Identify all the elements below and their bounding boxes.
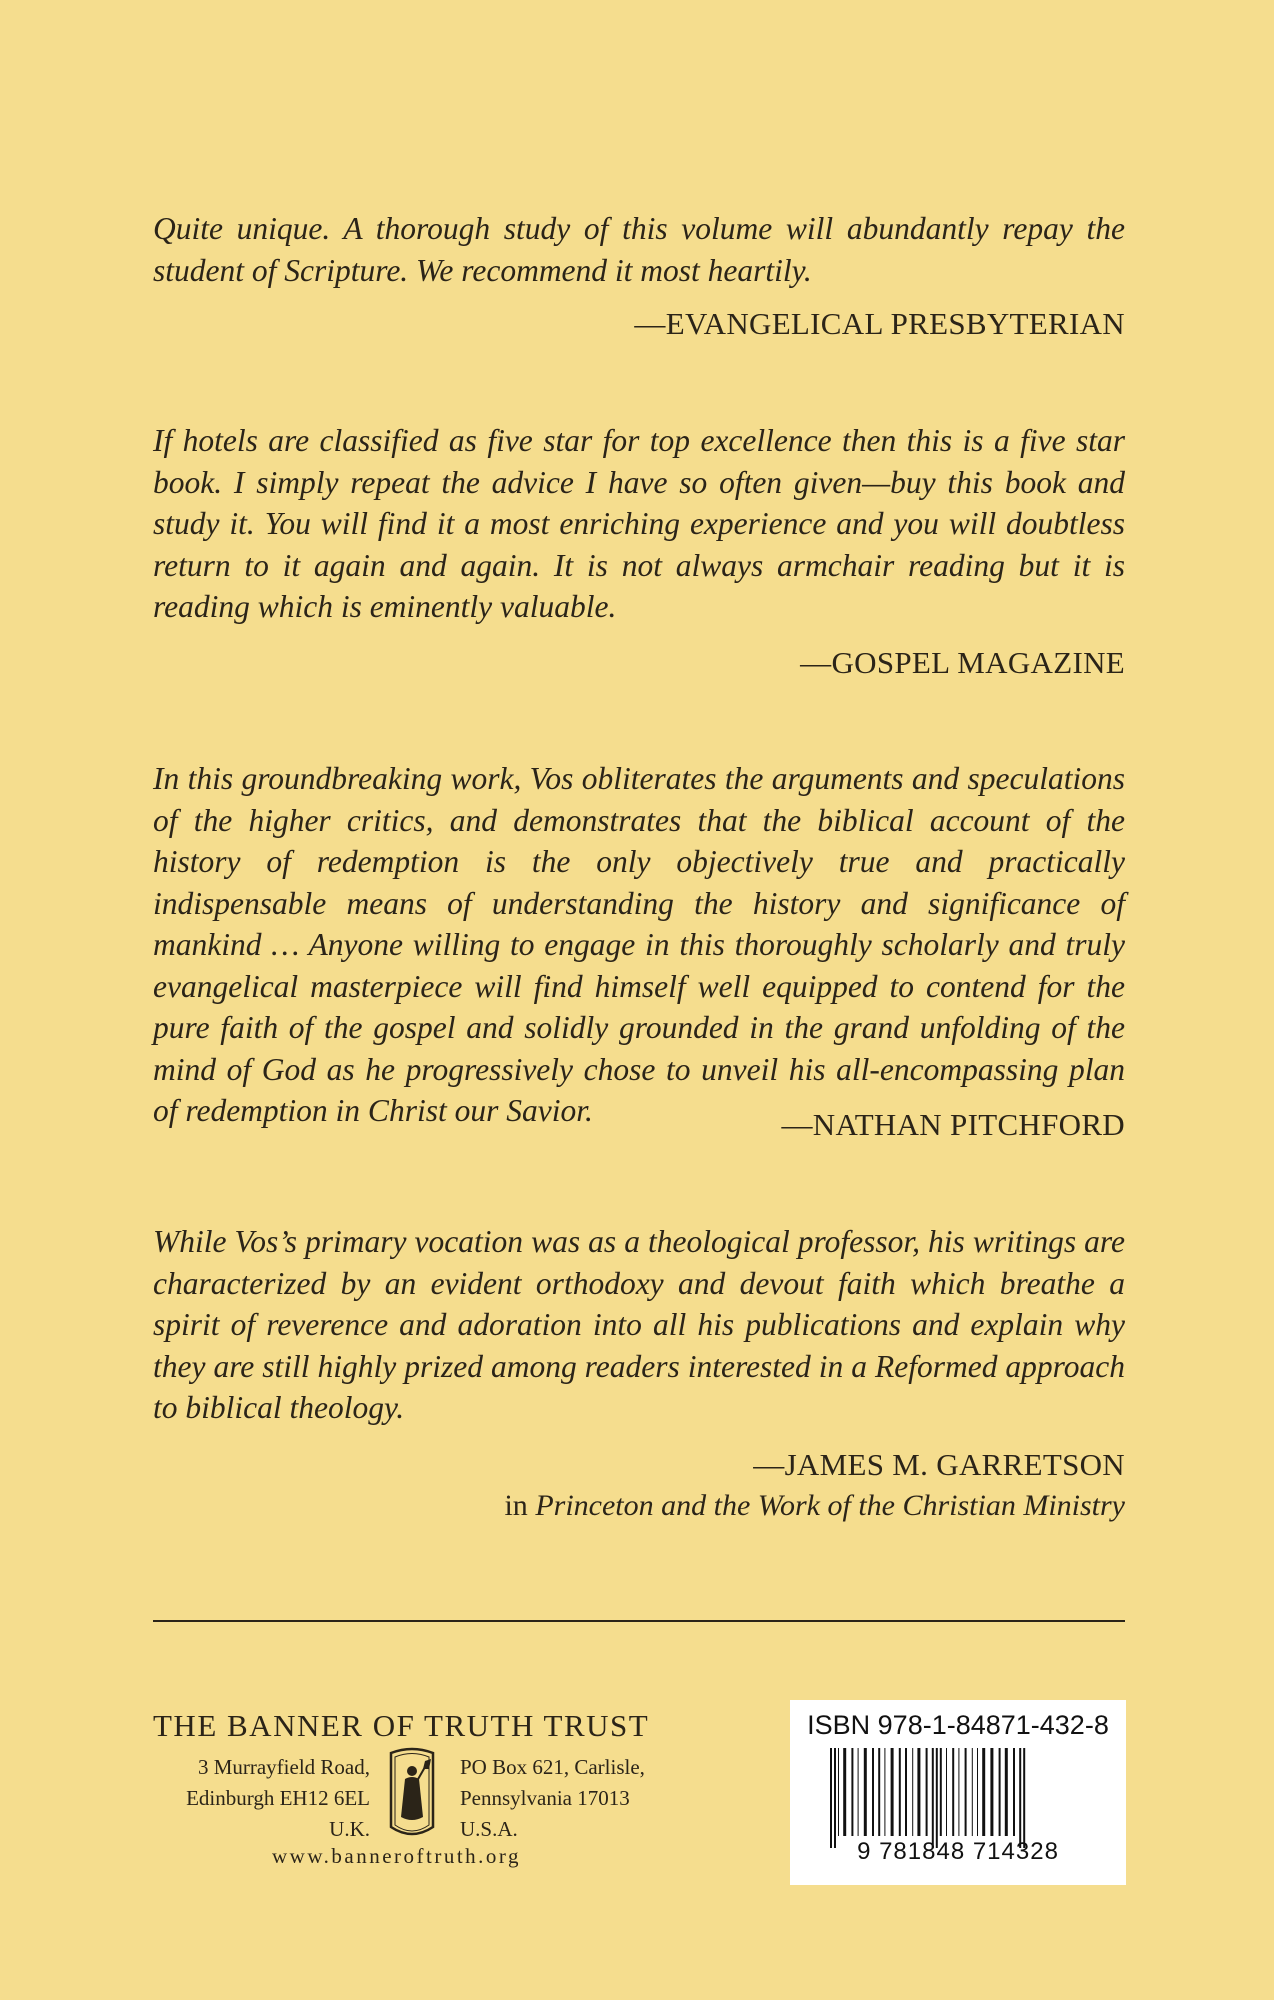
barcode-bar	[1023, 1748, 1025, 1848]
barcode-bar	[899, 1748, 901, 1836]
barcode-bar	[872, 1748, 874, 1836]
barcode-bar	[834, 1748, 836, 1848]
review-quote-2: If hotels are classified as five star for top excellence then this is a five star book. I simply repeat the advice I have so often given—buy this book and study it. You will find it a most enriching experience and you will doubtless return to it again and again. It is not always armchair reading but it is reading which is eminently valuable.	[153, 423, 1125, 624]
barcode-bar	[891, 1748, 894, 1836]
barcode-bar	[1005, 1748, 1008, 1836]
barcode-bar	[972, 1748, 973, 1836]
barcode-bar	[878, 1748, 880, 1836]
barcode-bar	[843, 1748, 846, 1836]
source-prefix: in	[504, 1489, 528, 1522]
barcode-bar	[958, 1748, 959, 1836]
publisher-logo-icon	[383, 1747, 441, 1843]
address-uk-line: Edinburgh EH12 6EL	[186, 1786, 370, 1810]
publisher-website: www.banneroftruth.org	[272, 1844, 522, 1868]
address-us-line: PO Box 621, Carlisle,	[460, 1755, 645, 1779]
review-attribution-3: —NATHAN PITCHFORD	[781, 1107, 1125, 1142]
barcode-digits: 9 781848 714328	[857, 1838, 1059, 1865]
isbn-label: ISBN 978-1-84871-432-8	[807, 1710, 1109, 1740]
barcode-bar	[977, 1748, 978, 1836]
barcode-bar	[982, 1748, 985, 1836]
barcode-bar	[990, 1748, 993, 1836]
address-us-line: Pennsylvania 17013	[460, 1786, 630, 1810]
barcode-bar	[1013, 1748, 1015, 1836]
address-us-line: U.S.A.	[460, 1817, 518, 1841]
barcode-bar	[932, 1748, 934, 1848]
review-quote-4: While Vos’s primary vocation was as a theological professor, his writings are characterized by an evident orthodoxy and devout faith which breathe a spirit of reverence and adoration into all his publications and explain why they are still highly prized among readers interested in a Reformed approach to biblical theology.	[153, 1224, 1125, 1425]
barcode-bar	[884, 1748, 885, 1836]
barcode-bar	[830, 1748, 832, 1848]
barcode-bar	[864, 1748, 867, 1836]
barcode-bar	[952, 1748, 954, 1836]
divider	[153, 1620, 1125, 1622]
publisher-name: THE BANNER OF TRUTH TRUST	[153, 1708, 650, 1743]
address-uk-line: 3 Murrayfield Road,	[197, 1755, 370, 1779]
review-attribution-4: —JAMES M. GARRETSON	[753, 1447, 1125, 1482]
review-attribution-2: —GOSPEL MAGAZINE	[800, 645, 1125, 680]
barcode-bar	[858, 1748, 859, 1836]
barcode-bar	[851, 1748, 853, 1836]
barcode-bar	[912, 1748, 913, 1836]
review-quote-1: Quite unique. A thorough study of this volume will abundantly repay the student of Scripture. We recommend it most heartily.	[153, 211, 1125, 288]
source-title: Princeton and the Work of the Christian Ministry	[535, 1489, 1125, 1522]
barcode-bar	[936, 1748, 938, 1848]
barcode-bar	[905, 1748, 907, 1836]
review-source-4	[504, 1489, 1125, 1523]
barcode-bar	[946, 1748, 947, 1836]
review-attribution-1: —EVANGELICAL PRESBYTERIAN	[634, 306, 1125, 341]
review-quote-3: In this groundbreaking work, Vos obliterates the arguments and speculations of the higher critics, and demonstrates that the biblical account of the history of redemption is the only objectively true and practically indispensable means of understanding the history and significance of mankind … Anyone willing to engage in this thoroughly scholarly and truly evangelical masterpiece will find himself well equipped to contend for the pure faith of the gospel and solidly grounded in the grand unfolding of the mind of God as he progressively chose to unveil his all-encompassing plan of redemption in Christ our Savior.	[153, 761, 1125, 1128]
barcode-bar	[1019, 1748, 1021, 1848]
barcode-bar	[940, 1748, 942, 1836]
isbn-barcode-box	[790, 1700, 1126, 1885]
barcode-bar	[917, 1748, 920, 1836]
barcode-bar	[999, 1748, 1001, 1836]
barcode-bar	[965, 1748, 967, 1836]
barcode-icon	[826, 1748, 1090, 1848]
address-uk-line: U.K.	[329, 1817, 370, 1841]
barcode-bar	[838, 1748, 839, 1836]
address-us	[460, 1752, 700, 1845]
barcode-bar	[926, 1748, 928, 1836]
address-uk	[150, 1752, 370, 1845]
